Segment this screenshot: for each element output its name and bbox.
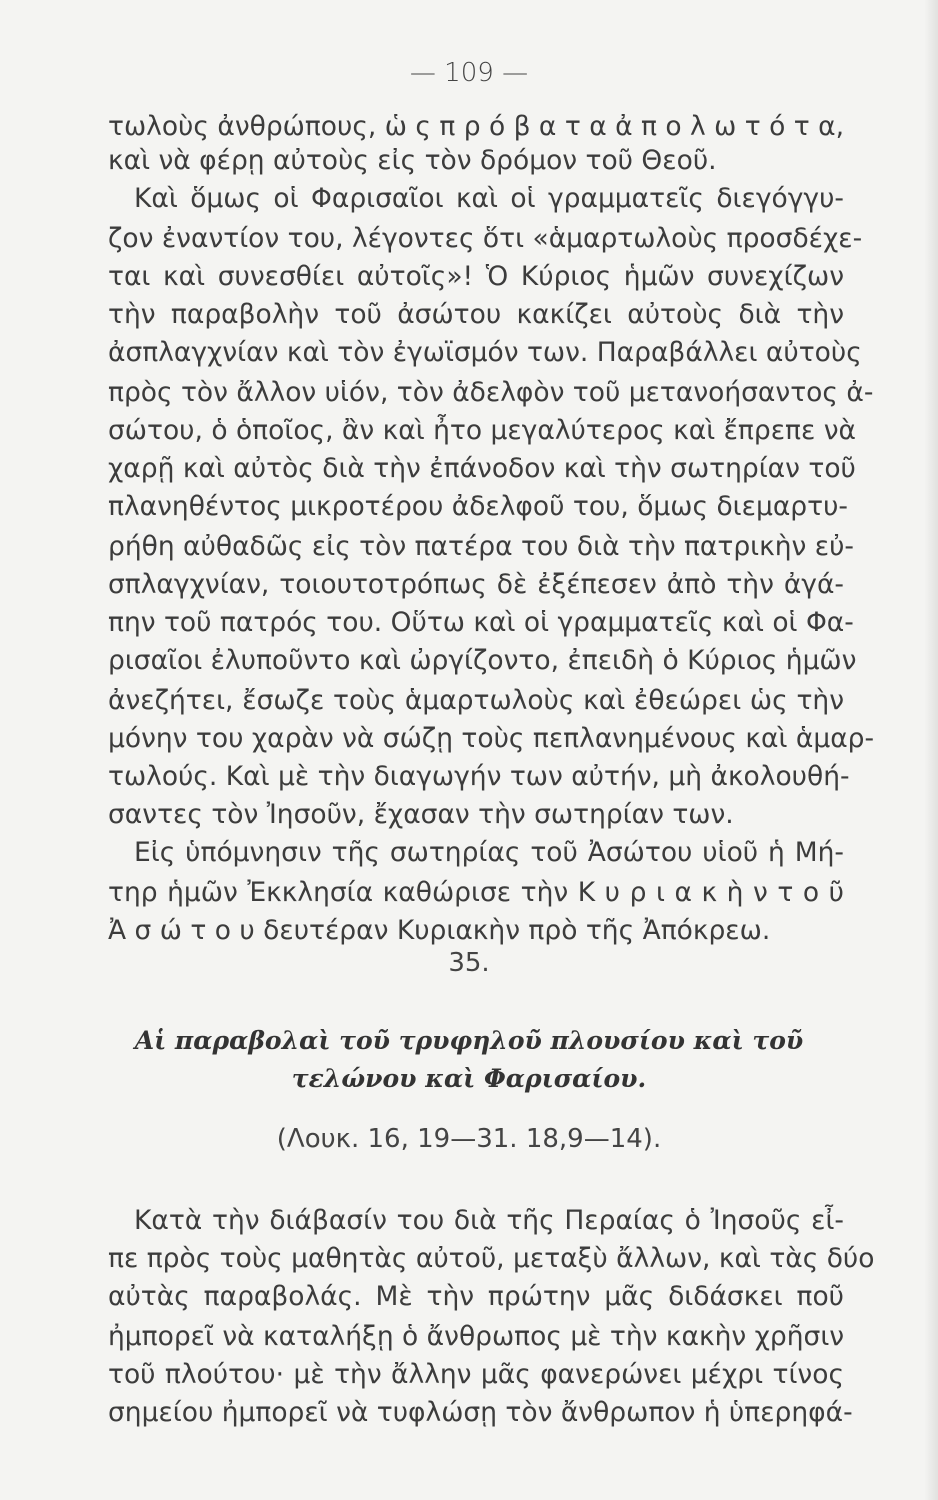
text-line: σημείου ἠμπορεῖ νὰ τυφλώσῃ τὸν ἄνθρωπον ἡ ὑπερηφά- xyxy=(108,1397,853,1428)
text-line: Κατὰ τὴν διάβασίν του διὰ τῆς Περαίας ὁ Ἰησοῦς εἶ- xyxy=(134,1205,844,1236)
text-line: τωλούς. Καὶ μὲ τὴν διαγωγήν των αὐτήν, μὴ ἀκολουθή- xyxy=(108,761,850,792)
text-line: σώτου, ὁ ὁποῖος, ἂν καὶ ἦτο μεγαλύτερος καὶ ἔπρεπε νὰ xyxy=(108,415,857,446)
text-line: χαρῇ καὶ αὐτὸς διὰ τὴν ἐπάνοδον καὶ τὴν σωτηρίαν τοῦ xyxy=(108,453,856,484)
text-line: σπλαγχνίαν, τοιουτοτρόπως δὲ ἐξέπεσεν ἀπὸ τὴν ἀγά- xyxy=(108,569,844,600)
text-line: Ἀ σ ώ τ ο υ δευτέραν Κυριακὴν πρὸ τῆς Ἀπόκρεω. xyxy=(108,915,771,946)
text-line: καὶ νὰ φέρῃ αὐτοὺς εἰς τὸν δρόμον τοῦ Θεοῦ. xyxy=(108,145,717,176)
text-line: Εἰς ὑπόμνησιν τῆς σωτηρίας τοῦ Ἀσώτου υἱοῦ ἡ Μή- xyxy=(134,837,844,868)
text-line: ρήθη αὐθαδῶς εἰς τὸν πατέρα του διὰ τὴν πατρικὴν εὐ- xyxy=(108,531,854,562)
text-line: ρισαῖοι ἐλυποῦντο καὶ ὠργίζοντο, ἐπειδὴ ὁ Κύριος ἡμῶν xyxy=(108,645,857,676)
text-line: ἀνεζήτει, ἔσωζε τοὺς ἁμαρτωλοὺς καὶ ἐθεώρει ὡς τὴν xyxy=(108,685,844,716)
text-line: τοῦ πλούτου· μὲ τὴν ἄλλην μᾶς φανερώνει μέχρι τίνος xyxy=(108,1359,844,1390)
text-line: αὐτὰς παραβολάς. Μὲ τὴν πρώτην μᾶς διδάσκει ποῦ xyxy=(108,1281,844,1312)
text-line: ται καὶ συνεσθίει αὐτοῖς»! Ὁ Κύριος ἡμῶν συνεχίζων xyxy=(108,261,844,292)
text-line: ἀσπλαγχνίαν καὶ τὸν ἐγωϊσμόν των. Παραβάλλει αὐτοὺς xyxy=(108,337,862,368)
chapter-number: 35. xyxy=(448,948,490,978)
text-line: τωλοὺς ἀνθρώπους, ὡ ς π ρ ό β α τ α ἀ π ο λ ω τ ό τ α, xyxy=(108,111,845,142)
text-line: τὴν παραβολὴν τοῦ ἀσώτου κακίζει αὐτοὺς διὰ τὴν xyxy=(108,299,844,330)
text-line: πην τοῦ πατρός του. Οὕτω καὶ οἱ γραμματεῖς καὶ οἱ Φα- xyxy=(108,607,854,638)
page-edge-shadow xyxy=(924,0,938,1500)
chapter-title-line-1: Αἱ παραβολαὶ τοῦ τρυφηλοῦ πλουσίου καὶ τοῦ xyxy=(134,1026,804,1055)
text-line: μόνην του χαρὰν νὰ σώζῃ τοὺς πεπλανημένους καὶ ἁμαρ- xyxy=(108,723,875,754)
scripture-reference: (Λουκ. 16, 19—31. 18,9—14). xyxy=(276,1124,662,1154)
text-line: ζον ἐναντίον του, λέγοντες ὅτι «ἁμαρτωλοὺς προσδέχε- xyxy=(108,223,863,254)
chapter-title-line-2: τελώνου καὶ Φαρισαίου. xyxy=(291,1064,647,1093)
text-line: πλανηθέντος μικροτέρου ἀδελφοῦ του, ὅμως διεμαρτυ- xyxy=(108,491,848,522)
text-line: τηρ ἡμῶν Ἐκκλησία καθώρισε τὴν Κ υ ρ ι α κ ὴ ν τ ο ῦ xyxy=(108,877,844,908)
text-line: πρὸς τὸν ἄλλον υἱόν, τὸν ἀδελφὸν τοῦ μετανοήσαντος ἀ- xyxy=(108,377,874,408)
text-line: σαντες τὸν Ἰησοῦν, ἔχασαν τὴν σωτηρίαν των. xyxy=(108,799,734,830)
text-line: πε πρὸς τοὺς μαθητὰς αὐτοῦ, μεταξὺ ἄλλων, καὶ τὰς δύο xyxy=(108,1243,875,1274)
text-line: ἠμπορεῖ νὰ καταλήξῃ ὁ ἄνθρωπος μὲ τὴν κακὴν χρῆσιν xyxy=(108,1321,845,1352)
text-line: Καὶ ὅμως οἱ Φαρισαῖοι καὶ οἱ γραμματεῖς διεγόγγυ- xyxy=(134,183,844,214)
page-number: — 109 — xyxy=(409,58,529,88)
